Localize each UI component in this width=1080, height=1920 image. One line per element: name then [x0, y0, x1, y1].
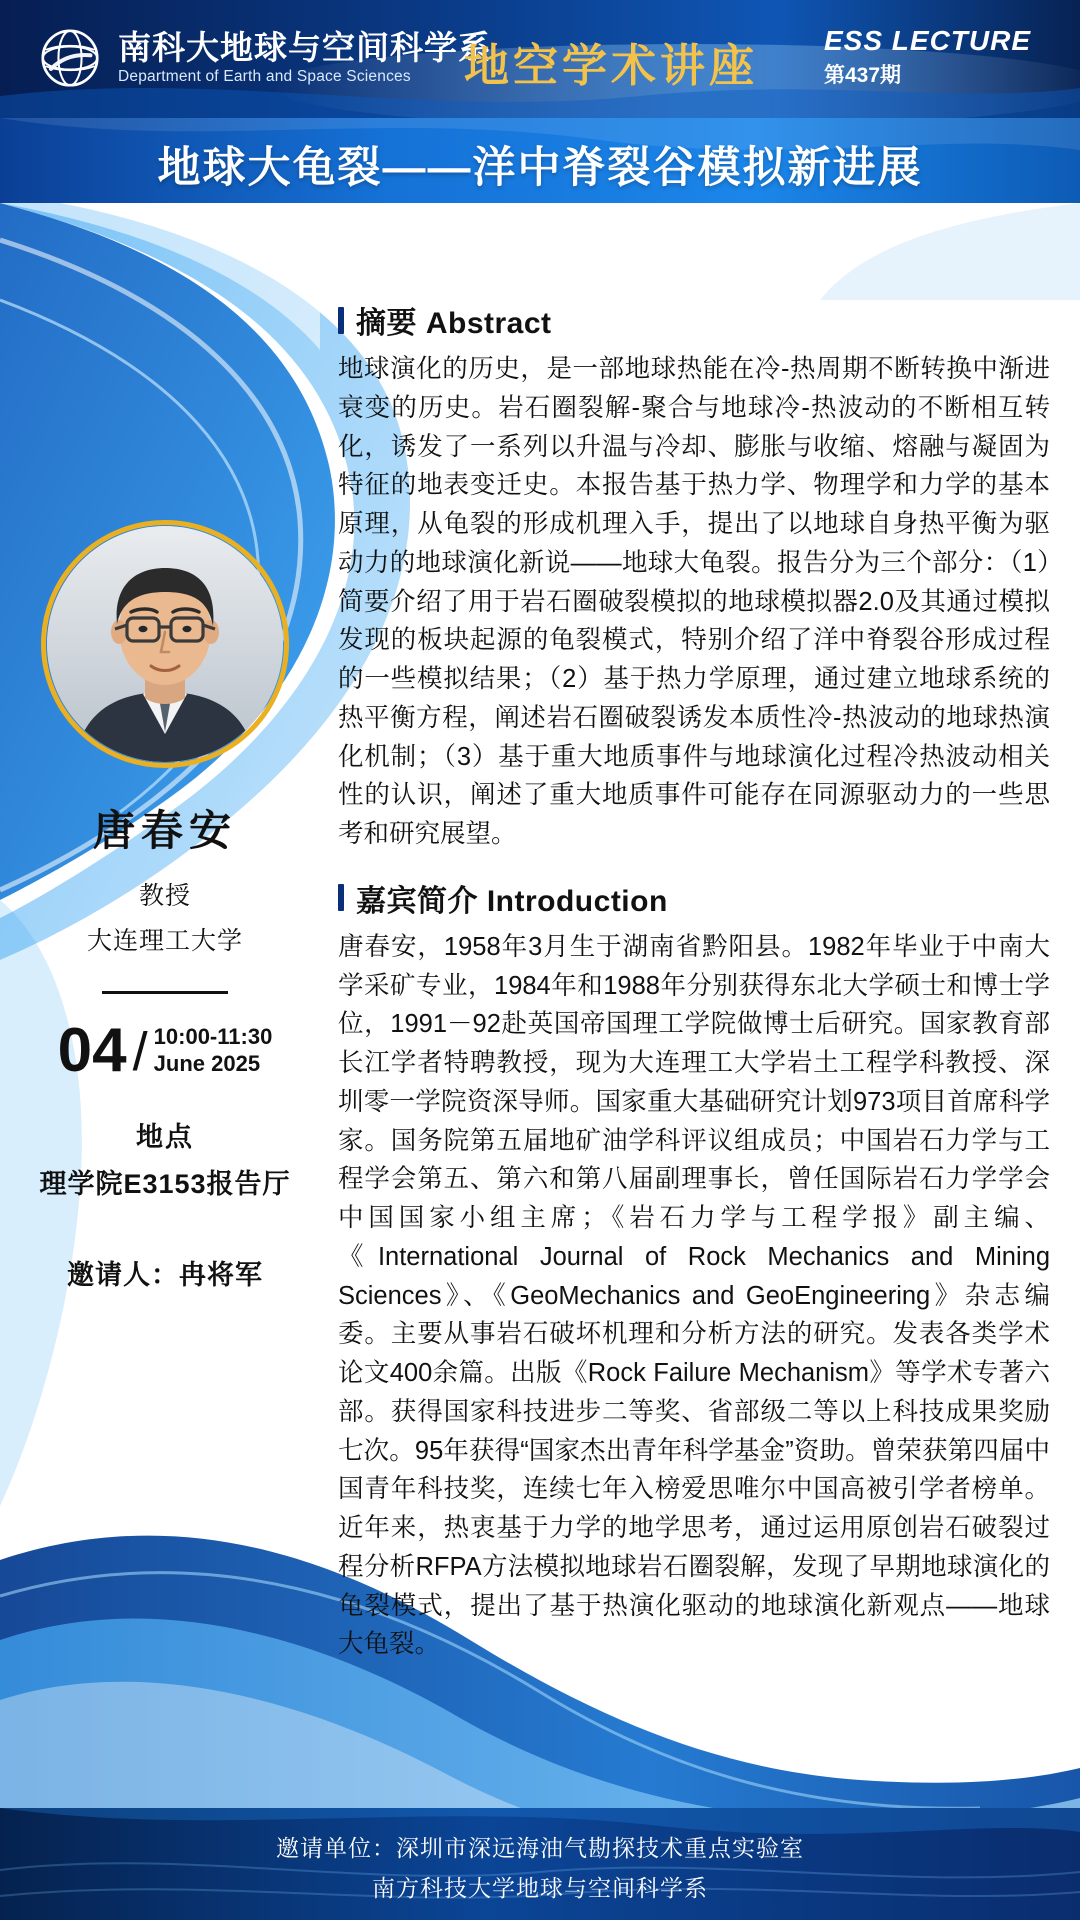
date-slash-icon: /: [132, 1021, 148, 1082]
event-day: 04: [57, 1016, 127, 1085]
event-date: [0, 1016, 330, 1085]
poster-footer: [0, 1808, 1080, 1920]
speaker-panel: [0, 520, 330, 1292]
introduction-heading-label: 嘉宾简介 Introduction: [356, 884, 668, 918]
lecture-badge: [452, 23, 1062, 95]
host-line: 邀请人：冉将军: [67, 1259, 263, 1290]
speaker-affiliation: 大连理工大学: [86, 927, 243, 955]
speaker-name: 唐春安: [92, 807, 237, 854]
abstract-heading-label: 摘要 Abstract: [356, 307, 552, 340]
venue-label: 地点: [136, 1121, 194, 1152]
lecture-title-cn: 地空学术讲座: [464, 39, 759, 92]
footer-organizer: 邀请单位：深圳市深远海油气勘探技术重点实验室: [276, 1835, 804, 1861]
lecture-title-en: ESS LECTURE: [824, 25, 1032, 56]
content-panel: [338, 298, 1050, 1664]
globe-logo-icon: [36, 24, 104, 92]
footer-department: 南方科技大学地球与空间科学系: [372, 1875, 708, 1901]
introduction-heading: [338, 876, 1050, 920]
portrait-ring: [41, 520, 289, 768]
department-name-cn: 南科大地球与空间科学系: [118, 28, 492, 66]
department-name-en: Department of Earth and Space Sciences: [118, 67, 411, 85]
poster-header: [0, 0, 1080, 118]
divider: [102, 991, 228, 994]
abstract-heading: [338, 298, 1050, 342]
venue-value: 理学院E3153报告厅: [39, 1168, 291, 1199]
event-month: June 2025: [153, 1051, 261, 1077]
title-band: [0, 118, 1080, 203]
event-time: 10:00-11:30: [153, 1023, 273, 1049]
abstract-body: 地球演化的历史，是一部地球热能在冷-热周期不断转换中渐进衰变的历史。岩石圈裂解-聚合与地球冷-热波动的不断相互转化，诱发了一系列以升温与冷却、膨胀与收缩、熔融与凝固为特征的地表变迁史。本报告基于热力学、物理学和力学的基本原理，从龟裂的形成机理入手，提出了以地球自身热平衡为驱动力的地球演化新说——地球大龟裂。报告分为三个部分：（1）简要介绍了用于岩石圈破裂模拟的地球模拟器2.0及其通过模拟发现的板块起源的龟裂模式，特别介绍了洋中脊裂谷形成过程的一些模拟结果；（2）基于热力学原理，通过建立地球系统的热平衡方程，阐述岩石圈破裂诱发本质性冷-热波动的地球热演化机制；（3）基于重大地质事件与地球演化过程冷热波动相关性的认识，阐述了重大地质事件可能存在同源驱动力的一些思考和研究展望。: [338, 355, 1050, 848]
department-logo: [36, 24, 492, 92]
section-marker-icon: [338, 884, 344, 911]
page-title: 地球大龟裂——洋中脊裂谷模拟新进展: [157, 144, 923, 192]
speaker-rank: 教授: [138, 882, 191, 910]
avatar: [41, 520, 289, 768]
lecture-number: 第437期: [824, 64, 902, 87]
introduction-body: 唐春安，1958年3月生于湖南省黔阳县。1982年毕业于中南大学采矿专业，1984年和1988年分别获得东北大学硕士和博士学位，1991－92赴英国帝国理工学院做博士后研究。国家教育部长江学者特聘教授，现为大连理工大学岩土工程学科教授、深圳零一学院资深导师。国家重大基础研究计划973项目首席科学家。国务院第五届地矿油学科评议组成员；中国岩石力学与工程学会第五、第六和第八届副理事长，曾任国际岩石力学学会中国国家小组主席；《岩石力学与工程学报》副主编、《International Journal of Rock Mechanics and Mining Sciences》、《GeoMechanics and GeoEngineering》杂志编委。主要从事岩石破坏机理和分析方法的研究。发表各类学术论文400余篇。出版《Rock Failure Mechanism》等学术专著六部。获得国家科技进步二等奖、省部级二等以上科技成果奖励七次。95年获得“国家杰出青年科学基金”资助。曾荣获第四届中国青年科技奖，连续七年入榜爱思唯尔中国高被引学者榜单。近年来，热衷基于力学的地学思考，通过运用原创岩石破裂过程分析RFPA方法模拟地球岩石圈裂解，发现了早期地球演化的龟裂模式，提出了基于热演化驱动的地球演化新观点——地球大龟裂。: [338, 932, 1050, 1659]
section-marker-icon: [338, 307, 344, 334]
